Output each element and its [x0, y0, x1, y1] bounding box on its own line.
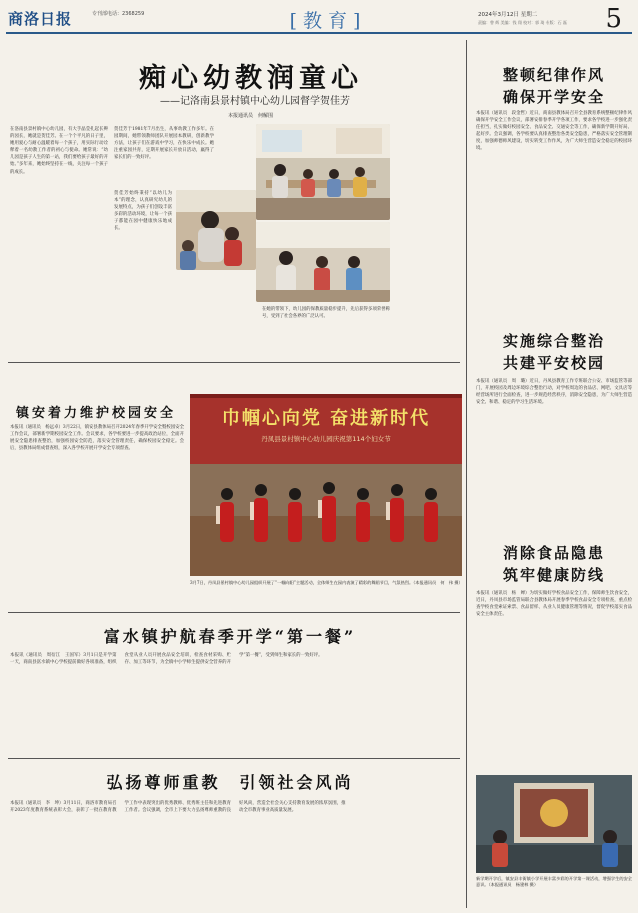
lead-subheadline: ——记洛南县景村镇中心幼儿园督学贺佳芳 [160, 96, 350, 107]
article-d-body: 本报讯（通讯员 杨远卓）3月22日，镇安县教体局召开2024年春季开学安全暨校园安全工作会议，部署新学期校园安全工作。会议要求，各学校要进一步提高政治站位，全面开展安全隐患排查整治，加强校园安全防范，落实安全管理责任，确保校园安全稳定。会后，县教体局组成督查组，深入各学校开展开学安全专项督查。 [10, 425, 184, 452]
issue-date: 2024年3月12日 星期二 [478, 12, 538, 18]
lead-body-col3: 贺佳芳始终秉持“以幼儿为本”的理念，认真研究幼儿的发展特点，为孩子们创设丰富多彩的活动环境，让每一个孩子都能在园中健康快乐地成长。 [114, 191, 172, 232]
activity-photo [256, 222, 390, 302]
newspaper-logo: 商洛日报 [8, 10, 73, 28]
column-divider [466, 40, 467, 908]
article-b-body: 本报讯（通讯员 周 璐）近日，丹凤县教育工作专班联合公安、市场监管等部门，开展校园及周边环境综合整治行动，对学校周边的食品店、网吧、文具店等经营场所进行全面检查，进一步规范经营秩序，消除安全隐患，为广大师生营造安全、和谐、稳定的学习生活环境。 [476, 379, 632, 406]
divider [8, 612, 460, 613]
banner-slogan: 巾帼心向党 奋进新时代 [221, 408, 431, 429]
article-a-title-line2: 确保开学安全 [502, 88, 605, 106]
womens-day-performance-photo [190, 394, 462, 576]
article-d-body-cont [10, 578, 184, 614]
article-a-body: 本报讯（通讯员 段金哲）近日，商南县教体局召开全县教育系统整顿纪律作风确保开学安全工作会议，部署安排春季开学各项工作，要求各学校进一步强化责任担当，扎实做好校园安全、食品安全、交通安全等工作，确保新学期开好局、起好步。会议强调，各学校要认真排查整治各类安全隐患，严格落实安全管理制度，加强师德师风建设，切实转变工作作风，为广大师生营造安全稳定的校园环境。 [476, 111, 632, 152]
student-art-photo [476, 775, 632, 873]
teacher-child-photo [176, 190, 256, 270]
editor-credits: 责编：曾 辉 美编：钱 翔 校对：郭 琦 专版：石 磊 [478, 20, 567, 25]
lead-body-col4: 在她的带领下，幼儿园的保教质量稳步提升，先后获得多项荣誉称号，受到了社会各界的广泛认可。 [262, 307, 390, 320]
classroom-photo [256, 124, 390, 220]
photo-caption-f: 新学期开学后，镇安县丰街镇小学开展丰富多彩的开学第一课活动，增强学生的安全意识。（本报通讯员 杨建林 摄） [476, 876, 632, 888]
article-b-title-line1: 实施综合整治 [502, 332, 605, 350]
lead-byline: 本报通讯员 何解围 [228, 113, 274, 119]
photo-caption-d: 3月7日，丹凤县景村镇中心幼儿园组织开展了“一帼向阳”主题活动，全体师生在园内表演了精彩的舞蹈节目，气氛热烈。（本报通讯员 何 伟 摄） [190, 580, 463, 585]
lead-body-col1: 在洛南县景村镇中心幼儿园，有大手晶莹扎起长辫的园长，她就是贺佳芳。在一个个平凡的日子里，她用爱心与耐心温暖着每一个孩子，用实际行动诠释着一名幼教工作者的初心与使命。她常说：“幼儿园是孩子人生的第一站，我们要给孩子最好的开始。”多年来，她始终坚持在一线，关注每一个孩子的成长。 [10, 127, 108, 175]
banner-subtitle: 丹凤县景村镇中心幼儿园庆祝第114个妇女节 [261, 435, 391, 443]
masthead [6, 4, 632, 34]
article-c-title-line2: 筑牢健康防线 [502, 566, 605, 584]
article-f-body: 本报讯（通讯员 李 坤）3月11日，商洛市教育局召开2023年度教育系统表彰大会，表彰了一批在教育教学工作中表现突出的优秀教师、优秀班主任和先进教育工作者。会议强调，全市上下要大力弘扬尊师重教的良好风尚，营造全社会关心支持教育发展的浓厚氛围，推动全市教育事业高质量发展。 [10, 801, 346, 814]
lead-body-col2: 贺佳芳于1981年7月出生，从事幼教工作多年。在园期间，她带领教师团队开展园本教研，创新教学方法，让孩子们在游戏中学习，在快乐中成长。她注重家园共育，定期开展家长开放日活动，赢得了家长们的一致好评。 [114, 127, 214, 161]
article-f-title: 弘扬尊师重教 引领社会风尚 [106, 773, 354, 792]
article-e-body: 本报讯（通讯员 周衍江 王国军）3月1日是开学第一天，商南县富水镇中心学校提前做好各项准备，组织食堂从业人员开展食品安全培训，检查食材采购、贮存、加工等环节，为全镇中小学师生提供安全营养的开学“第一餐”，受到师生和家长的一致好评。 [10, 653, 323, 666]
divider [8, 758, 460, 759]
masthead-info: 专刊部电话：2368259 [92, 11, 145, 17]
divider [8, 362, 460, 363]
article-e-title: 富水镇护航春季开学“第一餐” [103, 627, 357, 646]
article-c-body: 本报讯（通讯员 杨 婵）为切实做好学校食品安全工作，保障师生饮食安全，近日，丹凤县市场监管局联合县教体局开展春季学校食品安全专项检查，重点检查学校食堂索证索票、食品留样、从业人员健康管理等情况，督促学校落实食品安全主体责任。 [476, 591, 632, 618]
article-a-title-line1: 整顿纪律作风 [502, 66, 605, 84]
article-b-title-line2: 共建平安校园 [502, 354, 605, 372]
section-title: [教育] [289, 10, 367, 32]
lead-headline: 痴心幼教润童心 [139, 63, 363, 94]
article-d-title: 镇安着力维护校园安全 [15, 406, 176, 421]
article-c-title-line1: 消除食品隐患 [502, 544, 605, 562]
page-number: 5 [605, 4, 622, 34]
